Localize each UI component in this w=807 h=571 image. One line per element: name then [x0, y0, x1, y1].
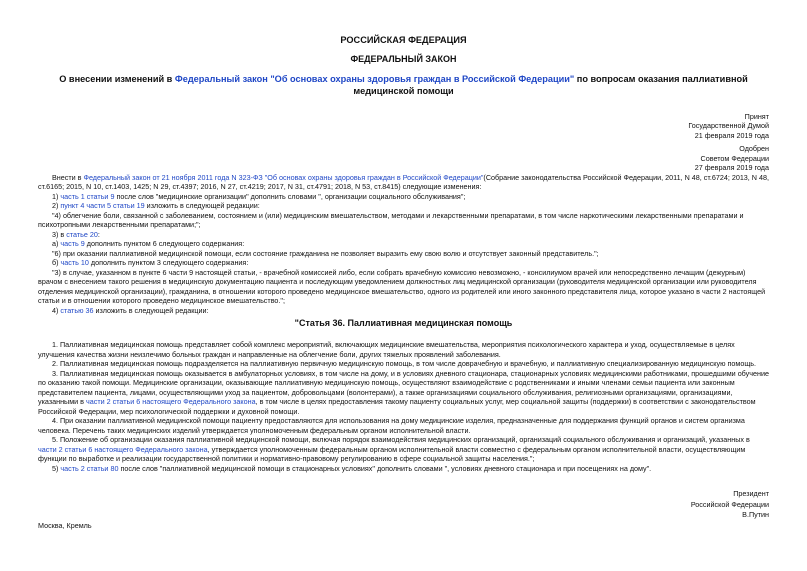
paragraph-item-4 [38, 306, 769, 316]
article-link[interactable]: пункт 4 части 5 статьи 19 [60, 201, 145, 211]
title-prefix: О внесении изменений в [59, 74, 175, 85]
article-link[interactable]: статье 20 [66, 229, 98, 239]
article-link[interactable]: часть 1 статьи 9 [60, 191, 115, 201]
signature-name: В.Путин [742, 510, 769, 520]
adoption-block [38, 112, 769, 173]
country-heading: РОССИЙСКАЯ ФЕДЕРАЦИЯ [340, 35, 467, 45]
text: дополнить пунктом 3 следующего содержания: [88, 258, 249, 268]
text: после слов "паллиативной медицинской помощи в стационарных условиях" дополнить словами ", условиях дневного стационара и при посещениях на дому". [118, 463, 652, 473]
approval-line: Одобрен [739, 144, 769, 154]
text: 4) [52, 305, 61, 315]
text: 1) [52, 191, 61, 201]
paragraph-quote-3: "3) в случае, указанном в пункте 6 части 9 настоящей статьи, - врачебной комиссией либо, если собрать врачебную комиссию невозможно, - консилиумом врачей или непосредственно лечащим (дежурным) врачом с внесением такого решения в медицинскую документацию пациента и последующим уведомлением должностных лиц медицинской организации (руководителя медицинской организации или руководителя отделения медицинской организации), гражданина, в отношении которого проведено медицинское вмешательство, одного из родителей или иного законного представителя лица, которое указано в части 2 настоящей статьи и в отношении которого проведено медицинское вмешательство."; [38, 267, 766, 306]
place-of-signing: Москва, Кремль [38, 520, 92, 530]
text: : [97, 229, 100, 239]
signature-line: Президент [733, 489, 769, 499]
paragraph-quote-6: "6) при оказании паллиативной медицинской помощи, если состояние гражданина не позволяет выразить ему свою волю и отсутствует законный представитель."; [52, 248, 599, 258]
article-part-5 [38, 435, 769, 464]
signature-line: Российской Федерации [690, 499, 769, 509]
article-part-3 [38, 369, 769, 417]
paragraph-subitem-a [38, 239, 769, 249]
text: 5. Положение об организации оказания паллиативной медицинской помощи, включая порядок взаимодействия медицинских организаций, организаций социального обслуживания и организаций, указанных в [52, 435, 750, 445]
paragraph-subitem-b [38, 258, 769, 268]
text: 3) в [52, 229, 67, 239]
text: а) [52, 239, 61, 249]
text: 5) [52, 463, 61, 473]
paragraph-intro [38, 173, 769, 192]
law-link[interactable]: Федеральный закон от 21 ноября 2011 года N 323-ФЗ "Об основах охраны здоровья граждан в Российской Федерации" [83, 172, 484, 182]
article-part-2: 2. Паллиативная медицинская помощь подразделяется на паллиативную первичную медицинскую помощь, в том числе доврачебную и врачебную, и паллиативную специализированную медицинскую помощь. [52, 359, 756, 369]
text: , в том числе в целях предоставления такому пациенту социальных услуг, мер социальной защиты (поддержки) в соответствии с законодательством Российской Федерации, мер психологической поддержки и духовной помощи. [38, 397, 756, 416]
text: Внести в [52, 172, 84, 182]
law-type-heading: ФЕДЕРАЛЬНЫЙ ЗАКОН [350, 54, 457, 65]
article-link[interactable]: часть 10 [60, 258, 89, 268]
paragraph-item-3 [38, 230, 769, 240]
text: после слов "медицинские организации" дополнить словами ", организации социального обслуживания"; [114, 191, 466, 201]
text: б) [52, 258, 61, 268]
adoption-line: Государственной Думой [688, 121, 769, 131]
title-law-link[interactable]: Федеральный закон "Об основах охраны здоровья граждан в Российской Федерации" [174, 74, 575, 85]
adoption-line: Принят [744, 111, 769, 121]
article-part-1: 1. Паллиативная медицинская помощь представляет собой комплекс мероприятий, включающих медицинские вмешательства, мероприятия психологического характера и уход, осуществляемые в целях улучшения качества жизни неизлечимо больных граждан и направленные на облегчение боли, других тяжелых проявлений заболевания. [38, 340, 735, 359]
article-part-4: 4. При оказании паллиативной медицинской помощи пациенту предоставляются для использования на дому медицинские изделия, предназначенные для поддержания функций органов и систем организма человека. Перечень таких медицинских изделий утверждается уполномоченным федеральным органом исполнительной власти. [38, 416, 745, 435]
paragraph-item-5 [38, 464, 769, 474]
approval-line: Советом Федерации [700, 153, 769, 163]
article-36-heading: "Статья 36. Паллиативная медицинская помощь [294, 318, 513, 329]
article-link[interactable]: часть 9 [60, 239, 85, 249]
paragraph-item-1 [38, 192, 769, 202]
approval-date: 27 февраля 2019 года [694, 163, 769, 173]
article-link[interactable]: часть 2 статьи 80 [60, 463, 119, 473]
paragraph-item-2 [38, 201, 769, 211]
article-link[interactable]: статью 36 [60, 305, 94, 315]
paragraph-quote-4: "4) облегчение боли, связанной с заболеванием, состоянием и (или) медицинским вмешательством, методами и лекарственными препаратами, в том числе наркотическими лекарственными препаратами и психотропными лекарственными препаратами;"; [38, 210, 744, 230]
text: изложить в следующей редакции: [144, 201, 260, 211]
law-title [38, 74, 769, 98]
text: изложить в следующей редакции: [93, 305, 209, 315]
text: , утверждается уполномоченным федеральным органом исполнительной власти совместно с федеральным органом исполнительной власти, осуществляющим функции по выработке и реализации государственной политики и нормативно-правовому регулированию в сфере социальной защиты населения."; [38, 444, 746, 464]
text: 3. Паллиативная медицинская помощь оказывается в амбулаторных условиях, в том числе на дому, и в условиях дневного стационара, стационарных условиях медицинскими работниками, прошедшими обучение по оказанию такой помощи. Медицинские организации, оказывающие паллиативную медицинскую помощь, осуществляют взаимодействие с родственниками и иными членами семьи пациента или законным представителем пациента, лицами, осуществляющими уход за пациентом, добровольцами (волонтерами), а также организациями социального обслуживания, религиозными организациями, организациями, указанными в [38, 368, 769, 407]
signature-block [38, 489, 769, 520]
text: дополнить пунктом 6 следующего содержания: [84, 239, 245, 249]
adoption-date: 21 февраля 2019 года [694, 130, 769, 140]
text: (Собрание законодательства Российской Федерации, 2011, N 48, ст.6724; 2013, N 48, ст.6165; 2015, N 10, ст.1403, 1425; N 29, ст.4397; 2016, N 27, ст.4219; 2017, N 31, ст.4791; 2018, N 53, ст.8415) следующие изменения: [38, 172, 769, 192]
title-suffix: по вопросам оказания паллиативной медицинской помощи [353, 74, 748, 96]
article-link[interactable]: части 2 статьи 6 настоящего Федерального закона [38, 444, 208, 454]
article-link[interactable]: части 2 статьи 6 настоящего Федерального закона [85, 397, 256, 407]
text: 2) [52, 201, 61, 211]
